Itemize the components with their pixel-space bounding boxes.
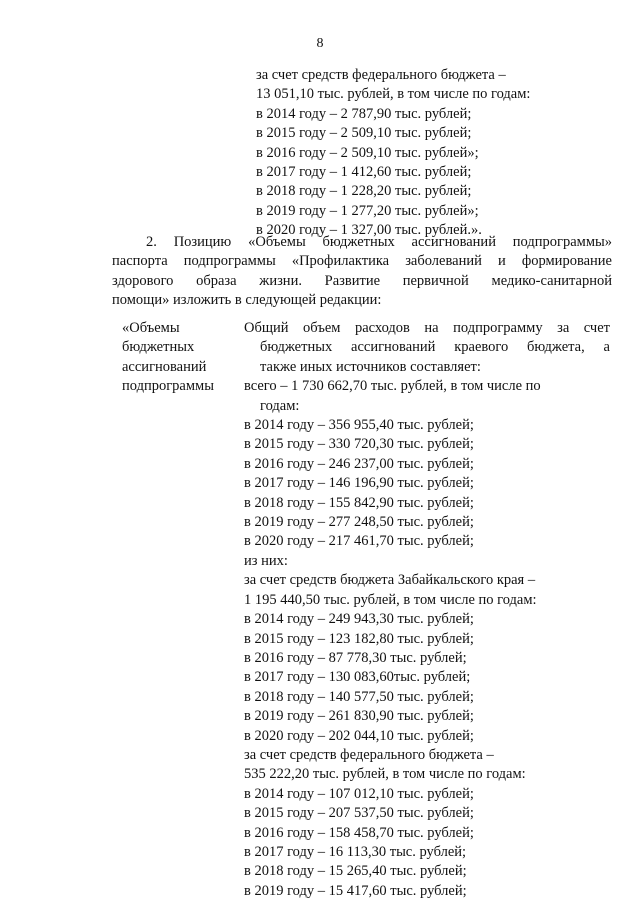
text-line: всего – 1 730 662,70 тыс. рублей, в том числе по — [244, 378, 541, 395]
text-line: в 2016 году – 158 458,70 тыс. рублей; — [244, 824, 474, 841]
text-line: помощи» изложить в следующей редакции: — [112, 292, 382, 309]
text-line: в 2018 году – 15 265,40 тыс. рублей; — [244, 863, 467, 880]
text-line: 1 195 440,50 тыс. рублей, в том числе по годам: — [244, 591, 537, 608]
text-line: в 2019 году – 261 830,90 тыс. рублей; — [244, 708, 474, 725]
text-line: в 2015 году – 330 720,30 тыс. рублей; — [244, 436, 474, 453]
text-line: 535 222,20 тыс. рублей, в том числе по годам: — [244, 766, 526, 783]
text-line: бюджетных — [122, 339, 195, 356]
text-line: за счет средств федерального бюджета – — [244, 746, 494, 763]
text-line: подпрограммы — [122, 378, 214, 395]
text-line: бюджетных ассигнований краевого бюджета, а — [260, 339, 610, 356]
page-number: 8 — [316, 36, 324, 51]
text-line: здорового образа жизни. Развитие первичной медико-санитарной — [112, 272, 612, 289]
text-line: также иных источников составляет: — [260, 358, 481, 375]
text-line: в 2019 году – 277 248,50 тыс. рублей; — [244, 514, 474, 531]
text-line: Общий объем расходов на подпрограмму за счет — [244, 320, 610, 336]
text-line: 13 051,10 тыс. рублей, в том числе по годам: — [256, 86, 531, 103]
text-line: в 2020 году – 217 461,70 тыс. рублей; — [244, 533, 474, 550]
text-line: в 2017 году – 1 412,60 тыс. рублей; — [256, 164, 472, 181]
text-line: в 2018 году – 140 577,50 тыс. рублей; — [244, 688, 474, 705]
text-line: в 2018 году – 1 228,20 тыс. рублей; — [256, 183, 472, 200]
text-line: в 2017 году – 16 113,30 тыс. рублей; — [244, 843, 467, 860]
text-line: ассигнований — [122, 358, 207, 375]
amendment-paragraph — [112, 233, 612, 311]
text-line: за счет средств бюджета Забайкальского края – — [244, 572, 536, 589]
text-line: в 2020 году – 1 327,00 тыс. рублей.». — [256, 222, 482, 239]
text-line: «Объемы — [122, 320, 180, 336]
text-line: в 2017 году – 146 196,90 тыс. рублей; — [244, 475, 474, 492]
text-line: в 2014 году – 107 012,10 тыс. рублей; — [244, 785, 474, 802]
text-line: в 2019 году – 15 417,60 тыс. рублей; — [244, 882, 467, 899]
text-line: в 2015 году – 207 537,50 тыс. рублей; — [244, 805, 474, 822]
text-line: в 2016 году – 2 509,10 тыс. рублей»; — [256, 144, 479, 161]
text-line: в 2015 году – 2 509,10 тыс. рублей; — [256, 125, 472, 142]
text-line: в 2016 году – 87 778,30 тыс. рублей; — [244, 649, 467, 666]
table-content-cell — [244, 319, 610, 901]
text-line: из них: — [244, 552, 288, 569]
text-line: годам: — [260, 397, 300, 414]
text-line: паспорта подпрограммы «Профилактика заболеваний и формирование — [112, 253, 612, 270]
text-line: в 2014 году – 249 943,30 тыс. рублей; — [244, 611, 474, 628]
text-line: за счет средств федерального бюджета – — [256, 67, 506, 83]
table-label-cell — [122, 319, 242, 397]
text-line: в 2018 году – 155 842,90 тыс. рублей; — [244, 494, 474, 511]
federal-budget-block — [256, 66, 616, 241]
text-line: в 2019 году – 1 277,20 тыс. рублей»; — [256, 202, 479, 219]
text-line: в 2016 году – 246 237,00 тыс. рублей; — [244, 455, 474, 472]
text-line: в 2014 году – 2 787,90 тыс. рублей; — [256, 105, 472, 122]
text-line: в 2017 году – 130 083,60тыс. рублей; — [244, 669, 471, 686]
text-line: 2. Позицию «Объемы бюджетных ассигнований подпрограммы» — [146, 234, 612, 250]
text-line: в 2020 году – 202 044,10 тыс. рублей; — [244, 727, 474, 744]
text-line: в 2014 году – 356 955,40 тыс. рублей; — [244, 417, 474, 434]
text-line: в 2015 году – 123 182,80 тыс. рублей; — [244, 630, 474, 647]
